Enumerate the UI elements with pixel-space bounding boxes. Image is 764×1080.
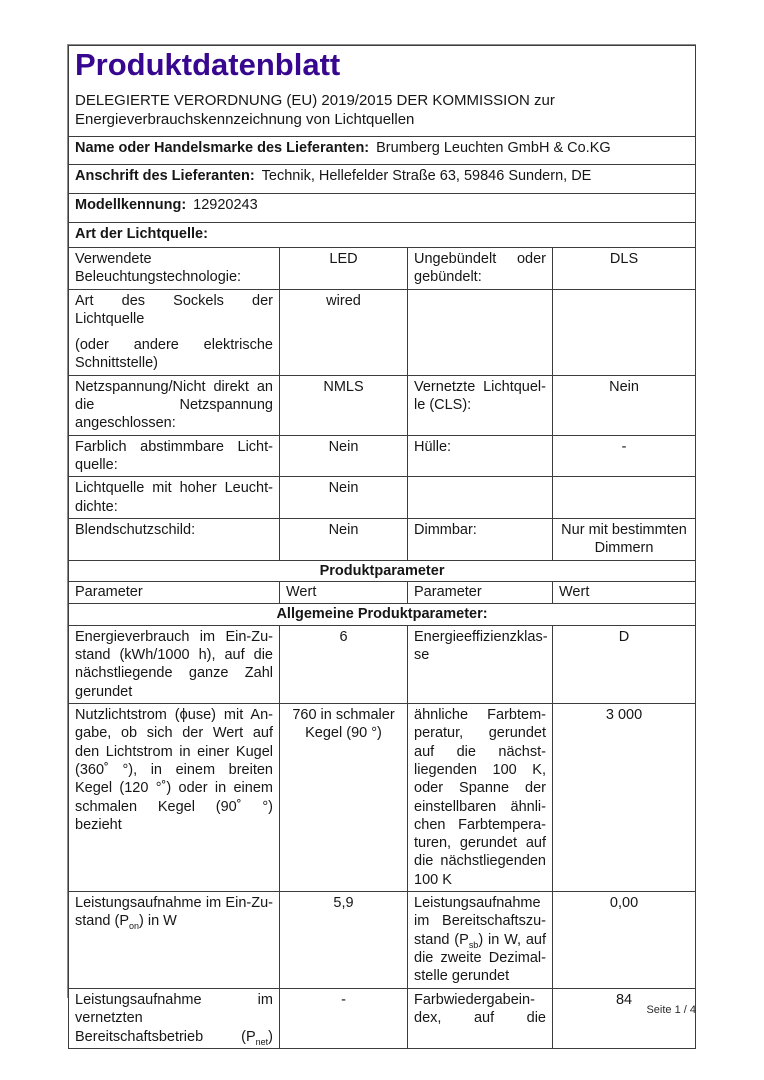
spec-label-anti-glare: Blendschutzschild: <box>69 518 280 560</box>
column-header-parameter-2: Parameter <box>408 581 553 603</box>
spec-label-directional: Ungebündelt oder gebündelt: <box>408 248 553 290</box>
spec-label-empty-2 <box>408 477 553 519</box>
supplier-name-label: Name oder Handelsmarke des Lieferanten: <box>75 140 370 156</box>
param-label-power-on: Leistungsaufnahme im Ein-Zustand $(P_{on})$ in W <box>69 892 280 989</box>
spec-value-colour-tunable: Nein <box>280 435 408 477</box>
spec-value-dimmable: Nur mit bestimmten Dimmern <box>553 518 696 560</box>
param-label-energy-class: Energieeffizienzklasse <box>408 625 553 703</box>
page-title: Produktdatenblatt <box>75 47 341 82</box>
param-value-colour-temp: 3 000 <box>553 704 696 892</box>
spec-value-empty-2 <box>553 477 696 519</box>
supplier-address-row <box>69 165 696 194</box>
spec-value-envelope: - <box>553 435 696 477</box>
param-label-power-standby: Leistungsaufnahme im Bereitschaftszustand $(P_{sb})$ in W, auf die zweite Dezimalstelle gerundet <box>408 892 553 989</box>
spec-value-mains: NMLS <box>280 375 408 435</box>
section-header-produktparameter: Produktparameter <box>69 560 696 581</box>
supplier-address-label: Anschrift des Lieferanten: <box>75 168 255 184</box>
spec-label-socket-line2: (oder andere elektrische Schnittstelle) <box>75 337 273 372</box>
regulation-subtitle: DELEGIERTE VERORDNUNG (EU) 2019/2015 DER KOMMISSION zur Energieverbrauchskennzeichnung von Lichtquellen <box>75 92 555 128</box>
spec-label-high-luminance: Lichtquelle mit hoher Leuchtdichte: <box>69 477 280 519</box>
param-value-useful-flux: 760 in schmaler Kegel (90 °) <box>280 704 408 892</box>
spec-value-connected: Nein <box>553 375 696 435</box>
supplier-name-value: Brumberg Leuchten GmbH & Co.KG <box>376 140 611 156</box>
spec-value-socket: wired <box>280 289 408 375</box>
spec-value-empty-1 <box>553 289 696 375</box>
spec-label-dimmable: Dimmbar: <box>408 518 553 560</box>
light-source-type-label: Art der Lichtquelle: <box>75 226 208 242</box>
param-value-power-standby: 0,00 <box>553 892 696 989</box>
spec-label-connected: Vernetzte Lichtquelle (CLS): <box>408 375 553 435</box>
supplier-address-value: Technik, Hellefelder Straße 63, 59846 Sundern, DE <box>261 168 592 184</box>
param-value-power-on: 5,9 <box>280 892 408 989</box>
spec-value-anti-glare: Nein <box>280 518 408 560</box>
param-label-colour-temp: ähnliche Farbtemperatur, gerundet auf die nächstliegenden 100 K, oder Spanne der einstellbaren ähnlichen Farbtemperaturen, gerundet auf die nächstliegenden 100 K <box>408 704 553 892</box>
param-value-energy-consumption: 6 <box>280 625 408 703</box>
param-value-power-networked: - <box>280 989 408 1049</box>
spec-label-technology: Verwendete Beleuchtungstechnologie: <box>69 248 280 290</box>
datasheet-table <box>68 45 696 1049</box>
column-header-parameter-1: Parameter <box>69 581 280 603</box>
param-label-power-networked: Leistungsaufnahme im vernetzten Bereitschaftsbetrieb $(P_{net})$ <box>69 989 280 1049</box>
section-header-allgemeine: Allgemeine Produktparameter: <box>69 603 696 625</box>
page-number: Seite 1 / 4 <box>646 1004 696 1016</box>
spec-label-empty-1 <box>408 289 553 375</box>
spec-value-directional: DLS <box>553 248 696 290</box>
spec-label-socket <box>69 289 280 375</box>
spec-label-mains: Netzspannung/Nicht direkt an die Netzspannung angeschlossen: <box>69 375 280 435</box>
spec-value-technology: LED <box>280 248 408 290</box>
param-value-energy-class: D <box>553 625 696 703</box>
spec-label-colour-tunable: Farblich abstimmbare Lichtquelle: <box>69 435 280 477</box>
model-id-row <box>69 194 696 223</box>
header-cell <box>69 46 696 137</box>
param-label-useful-flux: Nutzlichtstrom (ϕuse) mit Angabe, ob sich der Wert auf den Lichtstrom in einer Kugel (360˚ °), in einem breiten Kegel (120 °˚) oder in einem schmalen Kegel (90˚ °) bezieht <box>69 704 280 892</box>
supplier-name-row <box>69 137 696 165</box>
column-header-wert-2: Wert <box>553 581 696 603</box>
param-label-cri: Farbwiedergabeindex, auf die <box>408 989 553 1049</box>
param-value-cri: 84 <box>553 989 696 1049</box>
model-id-value: 12920243 <box>193 197 258 213</box>
model-id-label: Modellkennung: <box>75 197 187 213</box>
light-source-type-row <box>69 223 696 248</box>
spec-label-envelope: Hülle: <box>408 435 553 477</box>
spec-label-socket-line1: Art des Sockels der Lichtquelle <box>75 292 273 327</box>
column-header-wert-1: Wert <box>280 581 408 603</box>
param-label-energy-consumption: Energieverbrauch im Ein-Zustand (kWh/1000 h), auf die nächstliegende ganze Zahl gerundet <box>69 625 280 703</box>
spec-value-high-luminance: Nein <box>280 477 408 519</box>
